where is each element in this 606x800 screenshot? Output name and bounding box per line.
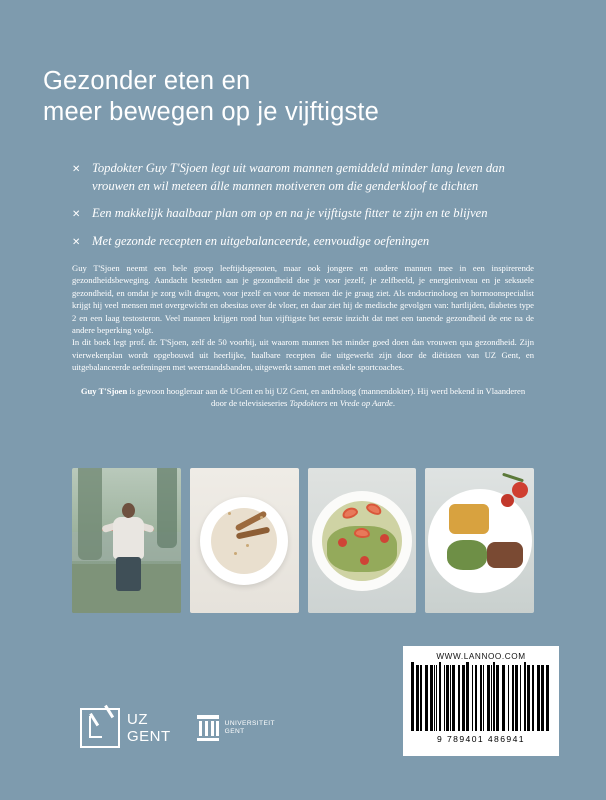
photo-shrimp-couscous-salad (308, 468, 417, 613)
uz-gent-label (127, 711, 171, 745)
uz-line-1: UZ (127, 711, 148, 728)
barcode-bars (411, 665, 551, 731)
bullet-text: Topdokter Guy T'Sjoen legt uit waarom mannen gemiddeld minder lang leven dan vrouwen en wil meteen álle mannen motiveren om die genderkloof te dichten (92, 161, 505, 193)
series-title-2: Vrede op Aarde (339, 398, 393, 409)
cross-bullet-icon: ✕ (72, 209, 81, 220)
ugent-logo (197, 715, 275, 741)
uz-line-2: GENT (127, 728, 171, 745)
author-name: Guy T'Sjoen (80, 385, 128, 396)
paragraph-2: In dit boek legt prof. dr. T'Sjoen, zelf de 50 voorbij, uit waarom mannen het minder goed doen dan vrouwen qua gezondheid. Zijn vierwekenplan wordt opgebouwd uit heerlijke, haalbare recepten die uitgewerkt zijn door de diëtisten van UZ Gent, en uitgebalanceerde oefeningen met weerstandsbanden, uitgewerkt samen met enkele sportcoaches. (72, 337, 534, 373)
isbn-number: 9 789401 486941 (437, 734, 525, 744)
ugent-building-icon (197, 715, 219, 741)
page-title (43, 66, 563, 128)
bio-text-after: . (392, 398, 395, 409)
ugent-line-2: GENT (224, 728, 245, 735)
bio-conjunction: en (327, 398, 340, 409)
list-item (72, 160, 542, 195)
author-bio (72, 385, 534, 410)
photo-man-exercising-resistance-band (72, 468, 181, 613)
series-title-1: Topdokters (289, 398, 328, 409)
list-item (72, 205, 542, 223)
cross-bullet-icon: ✕ (72, 237, 81, 248)
ugent-line-1: UNIVERSITEIT (224, 720, 275, 727)
barcode-block (403, 646, 559, 756)
photo-porridge-bowl-cinnamon (190, 468, 299, 613)
cross-bullet-icon: ✕ (72, 164, 81, 175)
photo-strip (72, 468, 534, 613)
paragraph-1: Guy T'Sjoen neemt een hele groep leeftijdsgenoten, maar ook jongere en oudere mannen mee in een inspirerende gezondheidsbeweging. Aandacht besteden aan je gezondheid doe je voor jezelf, je zelfbeeld, je energieniveau en je seksuele gezondheid, en omdat je zorg wilt dragen, voor jezelf en voor de mensen die je graag ziet. Als endocrinoloog en hormoonspecialist krijgt hij veel mensen met overgewicht en obesitas over de vloer, en daar ziet hij de medische gevolgen van: hartlijden, diabetes type 2 en een laag testosteron. Veel mannen krijgen rond hun vijftigste het eerste inzicht dat met een tanende gezondheid de ene na de andere beperking volgt. (72, 263, 534, 336)
list-item (72, 233, 542, 251)
photo-steak-fritter-salad-plate (425, 468, 534, 613)
uz-monogram-icon (80, 708, 120, 748)
bullet-text: Met gezonde recepten en uitgebalanceerde, eenvoudige oefeningen (92, 234, 430, 248)
description-text (72, 262, 534, 409)
logo-row (80, 708, 275, 748)
bullet-list (72, 160, 542, 261)
title-line-1: Gezonder eten en (43, 67, 251, 95)
bio-text-before: is gewoon hoogleraar aan de UGent en bij UZ Gent, en androloog (mannendokter). Hij werd bekend in Vlaanderen door de televisieseries (127, 385, 526, 409)
bullet-text: Een makkelijk haalbaar plan om op en na je vijftigste fitter te zijn en te blijven (92, 206, 488, 220)
publisher-url: WWW.LANNOO.COM (436, 652, 526, 661)
title-line-2: meer bewegen op je vijftigste (43, 98, 380, 126)
ugent-label (225, 720, 275, 736)
uz-gent-logo (80, 708, 171, 748)
